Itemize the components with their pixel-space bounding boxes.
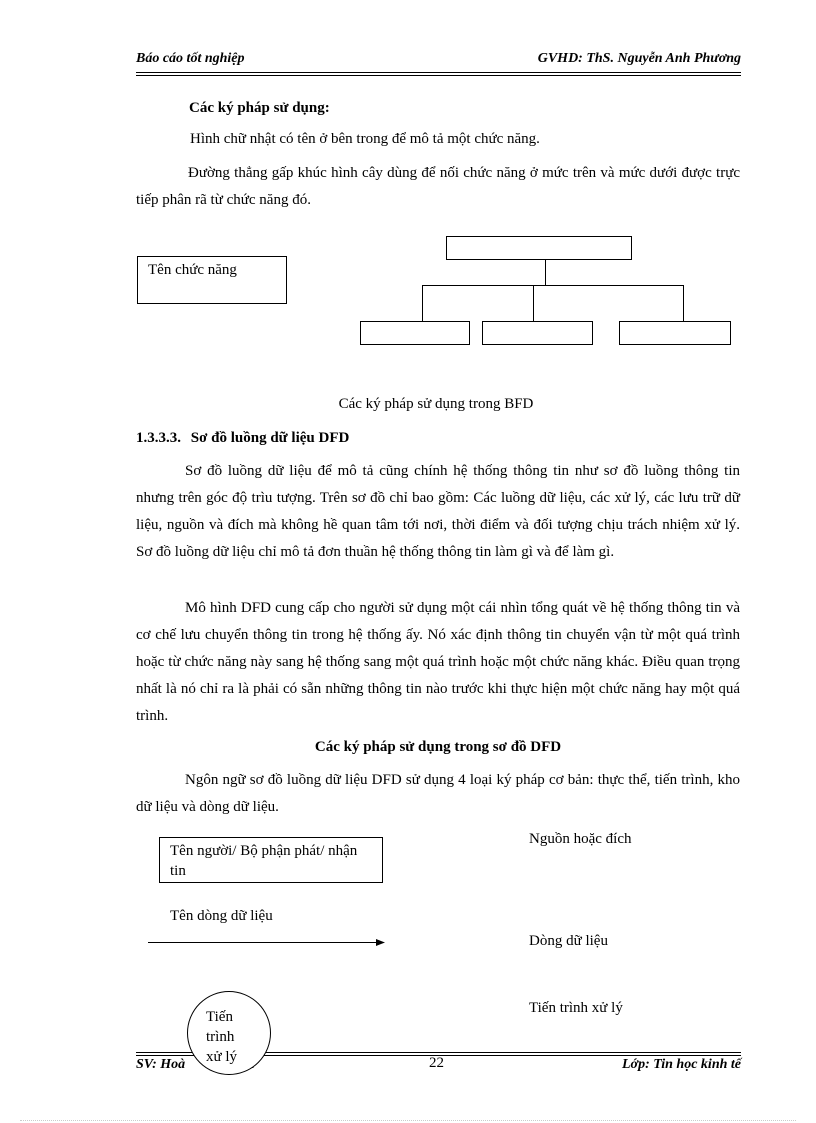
flow-description: Dòng dữ liệu xyxy=(529,933,608,949)
notation-heading: Các ký pháp sử dụng: xyxy=(189,100,330,116)
entity-box-label: Tên người/ Bộ phận phát/ nhận tin xyxy=(170,843,358,879)
dfd-subheading: Các ký pháp sử dụng trong sơ đồ DFD xyxy=(314,739,562,755)
page-number: 22 xyxy=(429,1055,444,1071)
section-title: Sơ đồ luồng dữ liệu DFD xyxy=(190,430,350,446)
notation-line2: Đường thẳng gấp khúc hình cây dùng để nối chức năng ở mức trên và mức dưới được trực tiếp phân rã từ chức năng đó. xyxy=(136,165,740,208)
paragraph-1: Sơ đồ luồng dữ liệu để mô tả cũng chính hệ thống thông tin như sơ đồ luồng thông tin nhưng trên góc độ trìu tượng. Trên sơ đồ chỉ bao gồm: Các luồng dữ liệu, các xử lý, các lưu trữ dữ liệu, nguồn và đích mà không hề quan tâm tới nơi, thời điểm và đối tượng chịu trách nhiệm xử lý. Sơ đồ luồng dữ liệu chỉ mô tả đơn thuần hệ thống thông tin làm gì và để làm gì. xyxy=(136,463,740,560)
tree-child-box-right xyxy=(620,322,731,345)
paragraph-3: Ngôn ngữ sơ đồ luồng dữ liệu DFD sử dụng 4 loại ký pháp cơ bản: thực thể, tiến trình, kho dữ liệu và dòng dữ liệu. xyxy=(136,772,740,815)
page-bottom-edge xyxy=(20,1120,796,1121)
process-circle xyxy=(187,991,271,1075)
footer-right: Lớp: Tin học kinh tế xyxy=(622,1057,741,1072)
section-heading xyxy=(136,430,349,447)
data-flow-arrow xyxy=(145,936,390,948)
notation-line1: Hình chữ nhật có tên ở bên trong để mô tả một chức năng. xyxy=(190,131,540,147)
paragraph-2: Mô hình DFD cung cấp cho người sử dụng một cái nhìn tổng quát về hệ thống thông tin và cơ chế lưu chuyển thông tin trong hệ thống ấy. Nó xác định thông tin chuyển vận từ một quá trình hoặc từ chức năng này sang hệ thống sang một quá trình hoặc một chức năng khác. Điều quan trọng nhất là nó chỉ ra là phải có sẵn những thông tin nào trước khi thực hiện một chức năng hay một quá trình. xyxy=(136,600,740,724)
footer-student: SV: Hoà xyxy=(136,1057,186,1072)
flow-label: Tên dòng dữ liệu xyxy=(170,908,273,924)
tree-child-box-left xyxy=(361,322,470,345)
arrow-head-icon xyxy=(376,939,385,946)
entity-description: Nguồn hoặc đích xyxy=(529,831,632,847)
header-right: GVHD: ThS. Nguyễn Anh Phương xyxy=(537,51,741,66)
bfd-caption: Các ký pháp sử dụng trong BFD xyxy=(338,396,534,412)
function-box xyxy=(137,256,287,304)
process-circle-label: Tiến trình xử lý xyxy=(206,1009,238,1065)
entity-box xyxy=(159,837,383,883)
header-rule xyxy=(136,72,741,76)
section-number: 1.3.3.3. xyxy=(136,430,181,446)
header-left: Báo cáo tốt nghiệp xyxy=(136,51,245,66)
function-box-label: Tên chức năng xyxy=(148,262,237,278)
tree-child-box-middle xyxy=(483,322,593,345)
process-description: Tiến trình xử lý xyxy=(529,1000,623,1016)
tree-parent-box xyxy=(447,237,632,260)
bfd-tree-diagram xyxy=(355,230,745,350)
